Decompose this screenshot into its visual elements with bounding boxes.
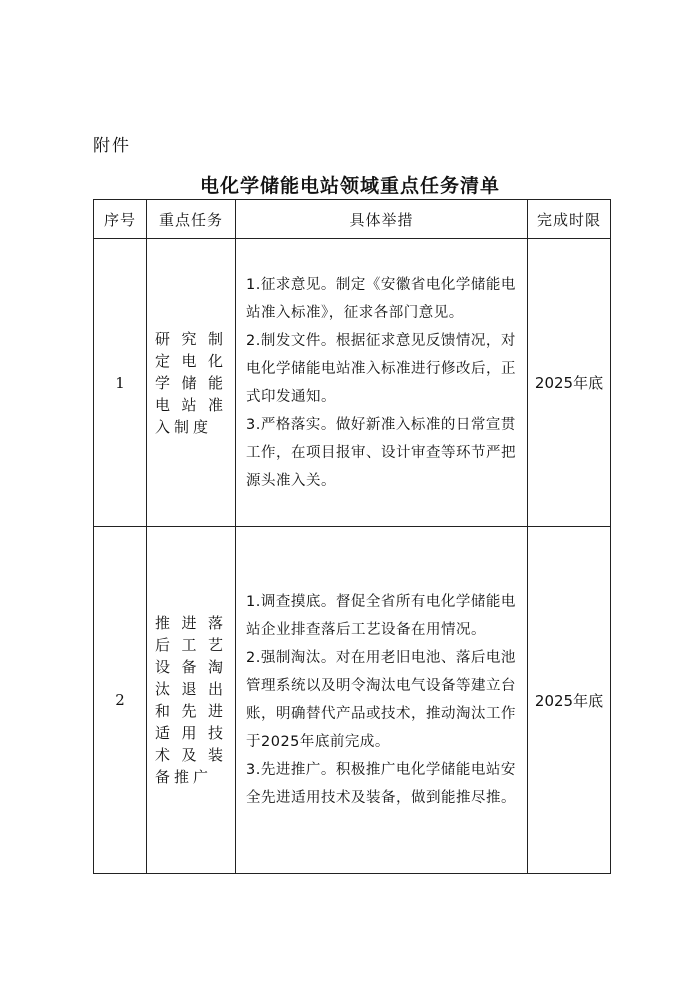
measure-item: 1.调查摸底。督促全省所有电化学储能电站企业排查落后工艺设备在用情况。 [246, 594, 516, 638]
row-task: 推进落后工艺设备淘汰退出和先进适用技术及装备推广 [147, 527, 236, 874]
row-number: 1 [94, 239, 147, 527]
header-deadline: 完成时限 [528, 200, 611, 239]
row-deadline: 2025年底 [528, 527, 611, 874]
row-measures [236, 527, 528, 874]
row-deadline: 2025年底 [528, 239, 611, 527]
row-measures [236, 239, 528, 527]
header-task: 重点任务 [147, 200, 236, 239]
measure-item: 3.先进推广。积极推广电化学储能电站安全先进适用技术及装备，做到能推尽推。 [246, 762, 516, 806]
measure-item: 3.严格落实。做好新准入标准的日常宣贯工作，在项目报审、设计审查等环节严把源头准入关。 [246, 416, 516, 489]
table-row [94, 527, 611, 874]
task-table [93, 199, 611, 874]
measure-item: 2.强制淘汰。对在用老旧电池、落后电池管理系统以及明令淘汰电气设备等建立台账，明确替代产品或技术，推动淘汰工作于2025年底前完成。 [246, 650, 516, 750]
measure-item: 2.制发文件。根据征求意见反馈情况，对电化学储能电站准入标准进行修改后，正式印发通知。 [246, 332, 516, 405]
row-task: 研究制定电化学储能电站准入制度 [147, 239, 236, 527]
attachment-label: 附件 [93, 136, 131, 156]
table-row [94, 239, 611, 527]
table-header-row [94, 200, 611, 239]
row-number: 2 [94, 527, 147, 874]
header-number: 序号 [94, 200, 147, 239]
header-measures: 具体举措 [236, 200, 528, 239]
measure-item: 1.征求意见。制定《安徽省电化学储能电站准入标准》，征求各部门意见。 [246, 276, 516, 321]
document-title: 电化学储能电站领域重点任务清单 [199, 175, 500, 197]
